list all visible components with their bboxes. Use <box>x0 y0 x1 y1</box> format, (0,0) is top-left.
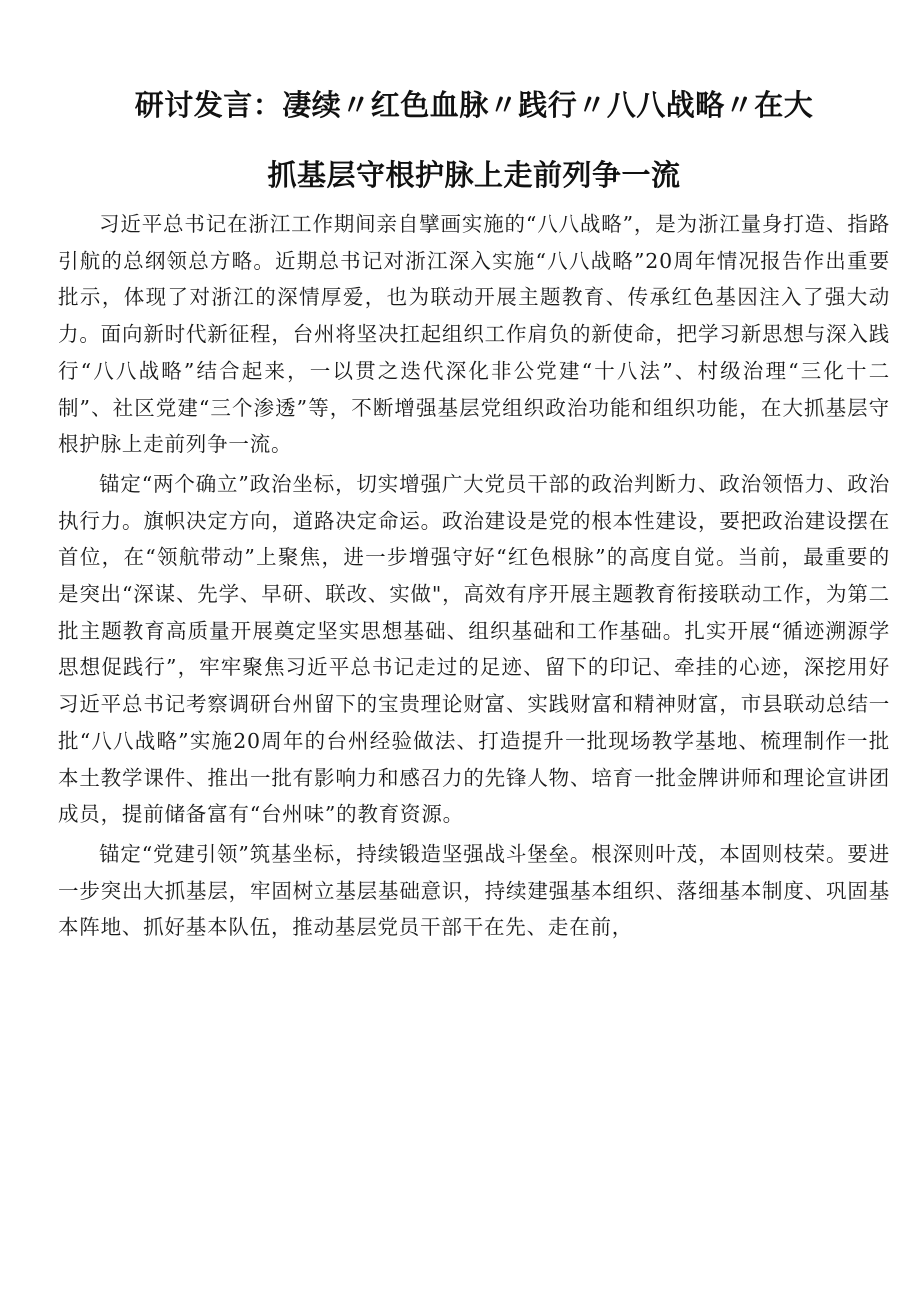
paragraph-1: 习近平总书记在浙江工作期间亲自擘画实施的“八八战略”，是为浙江量身打造、指路引航的总纲领总方略。近期总书记对浙江深入实施“八八战略”20周年情况报告作出重要批示，体现了对浙江的深情厚爱，也为联动开展主题教育、传承红色基因注入了强大动力。面向新时代新征程，台州将坚决扛起组织工作肩负的新使命，把学习新思想与深入践行“八八战略”结合起来，一以贯之迭代深化非公党建“十八法”、村级治理“三化十二制”、社区党建“三个渗透”等，不断增强基层党组织政治功能和组织功能，在大抓基层守根护脉上走前列争一流。 <box>58 212 890 457</box>
title-line-1: 研讨发言：凄续〃红色血脉〃践行〃八八战略〃在大 <box>134 88 814 122</box>
paragraph-3: 锚定“党建引领”筑基坐标，持续锻造坚强战斗堡垒。根深则叶茂，本固则枝荣。要进一步突出大抓基层，牢固树立基层基础意识，持续建强基本组织、落细基本制度、巩固基本阵地、抓好基本队伍，推动基层党员干部干在先、走在前， <box>58 841 890 940</box>
document-title <box>58 70 890 210</box>
title-line-2: 抓基层守根护脉上走前列争一流 <box>267 158 681 192</box>
paragraph-2: 锚定“两个确立”政治坐标，切实增强广大党员干部的政治判断力、政治领悟力、政治执行力。旗帜决定方向，道路决定命运。政治建设是党的根本性建设，要把政治建设摆在首位，在“领航带动”上聚焦，进一步增强守好“红色根脉”的高度自觉。当前，最重要的是突出“深谋、先学、早研、联改、实做"，高效有序开展主题教育衔接联动工作，为第二批主题教育高质量开展奠定坚实思想基础、组织基础和工作基础。扎实开展“循迹溯源学思想促践行”，牢牢聚焦习近平总书记走过的足迹、留下的印记、牵挂的心迹，深挖用好习近平总书记考察调研台州留下的宝贵理论财富、实践财富和精神财富，市县联动总结一批“八八战略”实施20周年的台州经验做法、打造提升一批现场教学基地、梳理制作一批本土教学课件、推出一批有影响力和感召力的先锋人物、培育一批金牌讲师和理论宣讲团成员，提前储备富有“台州味”的教育资源。 <box>58 471 890 827</box>
document-body <box>58 206 890 946</box>
